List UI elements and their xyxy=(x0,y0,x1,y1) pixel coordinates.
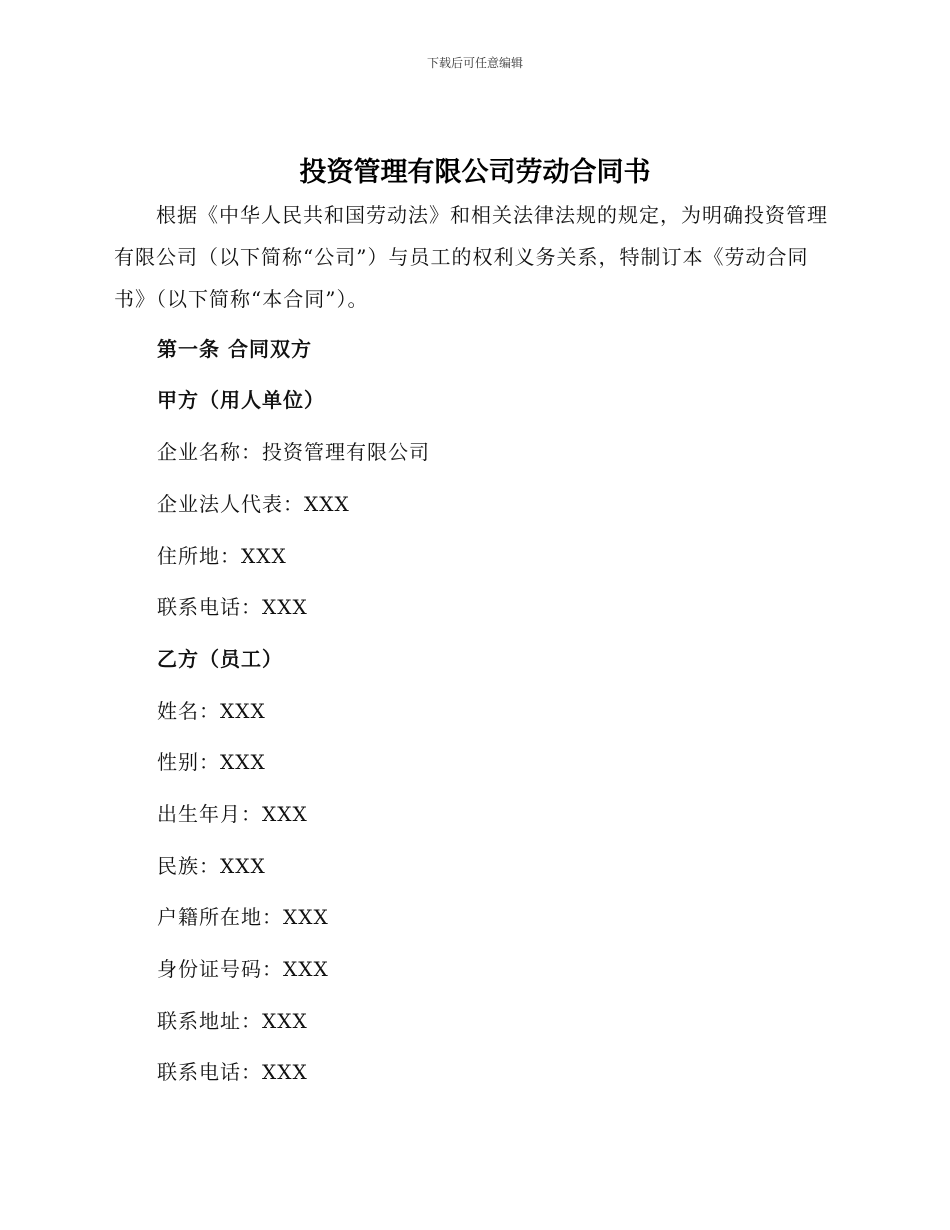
party-b-id-number: 身份证号码：XXX xyxy=(157,957,329,981)
party-b-birth: 出生年月：XXX xyxy=(157,802,308,826)
party-b-contact-address: 联系地址：XXX xyxy=(157,1009,308,1033)
header-note: 下载后可任意编辑 xyxy=(426,56,523,70)
party-b-household: 户籍所在地：XXX xyxy=(157,905,329,929)
party-b-ethnicity: 民族：XXX xyxy=(157,854,266,878)
party-a-heading: 甲方（用人单位） xyxy=(157,388,325,412)
party-b-gender: 性别：XXX xyxy=(157,750,266,774)
party-a-legal-rep: 企业法人代表：XXX xyxy=(157,492,350,516)
party-b-name: 姓名：XXX xyxy=(157,699,266,723)
party-b-phone: 联系电话：XXX xyxy=(157,1060,308,1084)
document-title: 投资管理有限公司劳动合同书 xyxy=(299,157,651,188)
intro-paragraph: 根据《中华人民共和国劳动法》和相关法律法规的规定，为明确投资管理有限公司（以下简称“公司”）与员工的权利义务关系，特制订本《劳动合同书》（以下简称“本合同”）。 xyxy=(114,203,828,311)
party-a-phone: 联系电话：XXX xyxy=(157,595,308,619)
party-a-company-name: 企业名称：投资管理有限公司 xyxy=(157,440,430,464)
party-a-address: 住所地：XXX xyxy=(157,544,287,568)
article-1-heading: 第一条 合同双方 xyxy=(157,337,312,361)
party-b-heading: 乙方（员工） xyxy=(157,647,283,671)
